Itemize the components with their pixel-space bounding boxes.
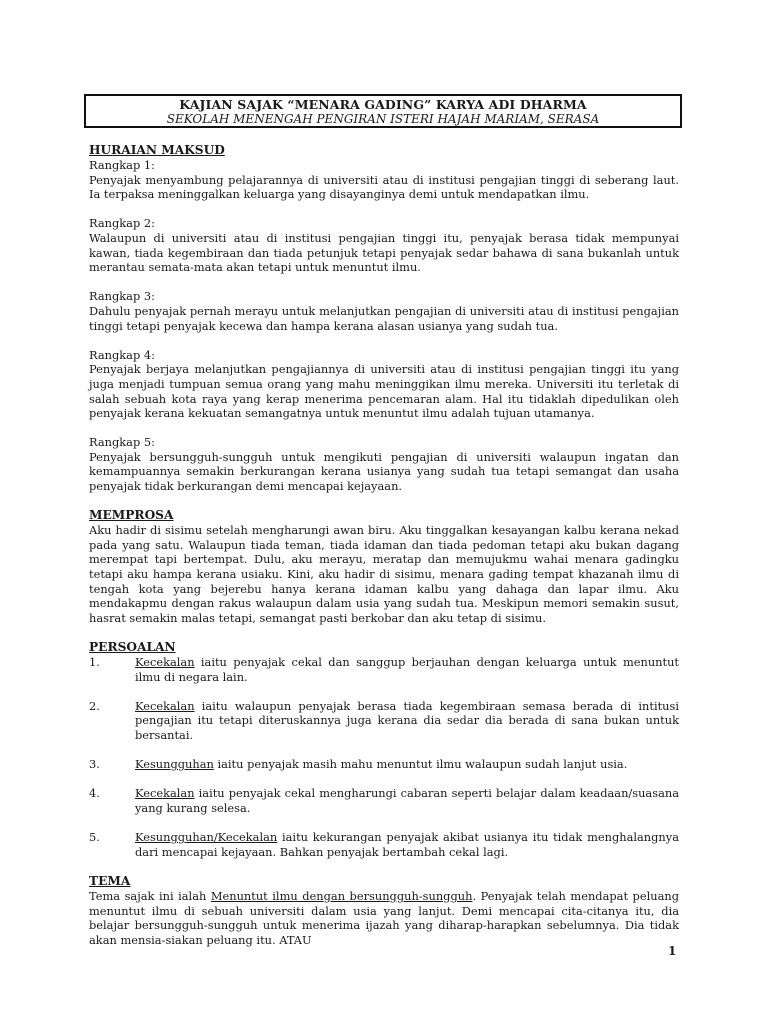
rangkap-label: Rangkap 3: xyxy=(89,289,155,304)
item-text: iaitu penyajak cekal dan sanggup berjauhan dengan keluarga untuk menuntut ilmu di negara lain. xyxy=(135,655,679,684)
item-text: iaitu penyajak masih mahu menuntut ilmu walaupun sudah lanjut usia. xyxy=(213,757,628,772)
rangkap-text: Penyajak menyambung pelajarannya di universiti atau di institusi pengajian tinggi di seberang laut. Ia terpaksa meninggalkan keluarga yang disayanginya demi untuk mendapatkan ilmu. xyxy=(89,172,679,202)
tema-rest: . Penyajak telah mendapat peluang menuntut ilmu di sebuah universiti dalam usia yang lanjut. Demi mencapai cita-citanya itu, dia belajar bersungguh-sungguh untuk menerima ijazah yang diharap-harapkan sebelumnya. Dia tidak akan mensia-siakan peluang itu. ATAU xyxy=(89,888,679,947)
item-keyword: Kecekalan xyxy=(135,698,195,713)
memprosa-text: Aku hadir di sisimu setelah mengharungi awan biru. Aku tinggalkan kesayangan kalbu kerana nekad pada yang satu. Walaupun tiada teman, tiada idaman dan tiada pedoman tetapi aku bukan dagang merempat tapi bertempat. Dulu, aku merayu, meratap dan memujukmu wahai menara gadingku tetapi aku hampa kerana usiaku. Kini, aku hadir di sisimu, menara gading tempat khazanah ilmu di tengah kota yang bejerebu hanya kerana idaman kalbu yang dahaga dan lapar ilmu. Aku mendakapmu dengan rakus walaupun dalam usia yang sudah tua. Meskipun memori semakin susut, hasrat semakin malas tetapi, semangat pasti berkobar dan aku tetap di sisimu. xyxy=(89,523,679,625)
item-number: 5. xyxy=(89,830,100,845)
item-keyword: Kecekalan xyxy=(135,655,195,669)
tema-text xyxy=(89,889,679,947)
rangkap-label: Rangkap 4: xyxy=(89,347,155,362)
section-memprosa xyxy=(89,508,679,625)
list-item xyxy=(89,786,679,815)
list-item xyxy=(89,655,679,684)
item-keyword: Kesungguhan/Kecekalan xyxy=(135,830,278,845)
list-item xyxy=(89,830,679,859)
rangkap-text: Penyajak bersungguh-sungguh untuk mengikuti pengajian di universiti walaupun ingatan dan kemampuannya semakin berkurangan kerana usianya yang sudah tua tetapi semangat dan usaha penyajak tidak berkurangan demi mencapai kejayaan. xyxy=(89,449,679,494)
item-text: iaitu kekurangan penyajak akibat usianya itu tidak menghalangnya dari mencapai kejayaan. Bahkan penyajak bertambah cekal lagi. xyxy=(135,830,679,859)
rangkap-text: Penyajak berjaya melanjutkan pengajiannya di universiti atau di institusi pengajian tinggi itu yang juga menjadi tumpuan semua orang yang mahu meninggikan ilmu mereka. Universiti itu terletak di salah sebuah kota raya yang kerap menerima pencemaran alam. Hal itu tidaklah dipedulikan oleh penyajak kerana kekuatan semangatnya untuk menuntut ilmu adalah tujuan utamanya. xyxy=(89,362,679,421)
section-heading: MEMPROSA xyxy=(89,508,174,523)
rangkap-label: Rangkap 1: xyxy=(89,158,155,172)
section-tema xyxy=(89,874,679,947)
section-heading: TEMA xyxy=(89,873,131,888)
rangkap-label: Rangkap 5: xyxy=(89,435,155,450)
section-heading: PERSOALAN xyxy=(89,640,176,654)
document-body xyxy=(89,143,679,947)
item-number: 2. xyxy=(89,698,100,713)
list-item xyxy=(89,699,679,743)
item-number: 4. xyxy=(89,786,100,801)
rangkap-text: Dahulu penyajak pernah merayu untuk melanjutkan pengajian di universiti atau di institusi pengajian tinggi tetapi penyajak kecewa dan hampa kerana alasan usianya yang sudah tua. xyxy=(89,303,679,333)
tema-lead: Tema sajak ini ialah xyxy=(89,888,211,903)
document-title: KAJIAN SAJAK “MENARA GADING” KARYA ADI DHARMA xyxy=(179,97,587,112)
item-text: iaitu walaupun penyajak berasa tiada kegembiraan semasa berada di intitusi pengajian itu tetapi diteruskannya juga kerana dia sedar dia berada di sana bukan untuk bersantai. xyxy=(135,698,679,742)
section-persoalan xyxy=(89,640,679,859)
list-item xyxy=(89,757,679,772)
title-box xyxy=(84,94,682,128)
item-number: 1. xyxy=(89,655,100,669)
item-keyword: Kecekalan xyxy=(135,786,195,801)
item-number: 3. xyxy=(89,757,100,772)
rangkap-text: Walaupun di universiti atau di institusi pengajian tinggi itu, penyajak berasa tidak mempunyai kawan, tiada kegembiraan dan tiada petunjuk tetapi penyajak sedar bahawa di sana bukanlah untuk merantau semata-mata akan tetapi untuk menuntut ilmu. xyxy=(89,230,679,275)
item-text: iaitu penyajak cekal mengharungi cabaran seperti belajar dalam keadaan/suasana yang kurang selesa. xyxy=(135,786,679,815)
tema-keyword: Menuntut ilmu dengan bersungguh-sungguh xyxy=(210,888,473,903)
item-keyword: Kesungguhan xyxy=(135,757,214,772)
persoalan-list xyxy=(89,655,679,859)
school-name: SEKOLAH MENENGAH PENGIRAN ISTERI HAJAH MARIAM, SERASA xyxy=(166,112,600,126)
section-huraian-maksud xyxy=(89,143,679,494)
section-heading: HURAIAN MAKSUD xyxy=(89,143,225,157)
rangkap-label: Rangkap 2: xyxy=(89,216,155,231)
page-number: 1 xyxy=(668,944,677,958)
